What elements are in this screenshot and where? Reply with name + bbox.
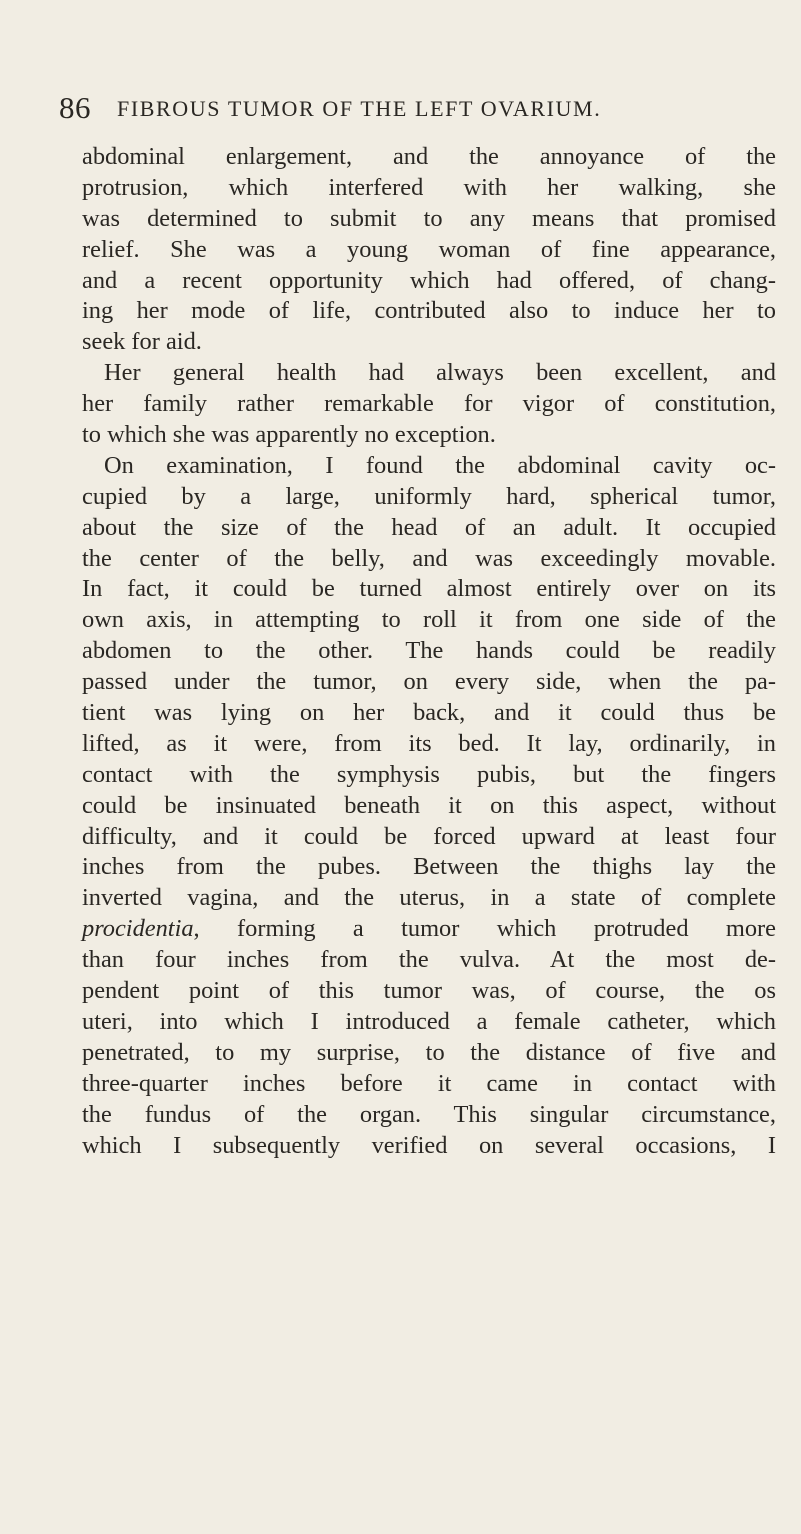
text-line: the center of the belly, and was exceedingly movable. xyxy=(82,544,776,572)
text-line: inches from the pubes. Between the thighs lay the xyxy=(82,853,776,881)
text-line: inverted vagina, and the uterus, in a state of complete xyxy=(82,884,776,912)
text-line: pendent point of this tumor was, of course, the os xyxy=(82,977,776,1005)
text-line: lifted, as it were, from its bed. It lay, ordinarily, in xyxy=(82,729,776,757)
text-line: about the size of the head of an adult. It occupied xyxy=(82,513,776,541)
text-line: the fundus of the organ. This singular circumstance, xyxy=(82,1100,776,1128)
text-line: In fact, it could be turned almost entirely over on its xyxy=(82,575,776,603)
text-line: own axis, in attempting to roll it from one side of the xyxy=(82,606,776,634)
text-line-rest: , forming a tumor which protruded more xyxy=(193,915,776,943)
text-line: contact with the symphysis pubis, but the fingers xyxy=(82,760,776,788)
text-line: abdomen to the other. The hands could be readily xyxy=(82,637,776,665)
text-line: three-quarter inches before it came in contact with xyxy=(82,1069,776,1097)
text-line: Her general health had always been excellent, and xyxy=(104,359,776,387)
text-line: to which she was apparently no exception. xyxy=(82,421,496,449)
text-line: uteri, into which I introduced a female catheter, which xyxy=(82,1007,776,1035)
running-title: FIBROUS TUMOR OF THE LEFT OVARIUM. xyxy=(117,96,602,121)
text-line: her family rather remarkable for vigor of constitution, xyxy=(82,390,776,418)
running-head xyxy=(59,90,759,130)
text-line: relief. She was a young woman of fine appearance, xyxy=(82,235,776,263)
text-line: was determined to submit to any means that promised xyxy=(82,204,776,232)
text-line: seek for aid. xyxy=(82,328,202,356)
text-line: passed under the tumor, on every side, when the pa- xyxy=(82,668,776,696)
text-line: which I subsequently verified on several occasions, I xyxy=(82,1131,776,1159)
text-line: tient was lying on her back, and it could thus be xyxy=(82,699,776,727)
text-line: cupied by a large, uniformly hard, spherical tumor, xyxy=(82,482,776,510)
text-line: protrusion, which interfered with her walking, she xyxy=(82,173,776,201)
text-line: penetrated, to my surprise, to the distance of five and xyxy=(82,1038,776,1066)
text-line xyxy=(82,914,776,945)
text-line: abdominal enlargement, and the annoyance of the xyxy=(82,143,776,170)
body-text xyxy=(82,142,776,1161)
text-line: On examination, I found the abdominal cavity oc- xyxy=(104,451,776,479)
page-number: 86 xyxy=(59,90,91,125)
italic-term: procidentia xyxy=(82,915,194,943)
text-line: could be insinuated beneath it on this aspect, without xyxy=(82,791,776,819)
text-line: ing her mode of life, contributed also to induce her to xyxy=(82,297,776,325)
text-line: than four inches from the vulva. At the most de- xyxy=(82,946,776,974)
text-line: and a recent opportunity which had offered, of chang- xyxy=(82,266,776,294)
text-line: difficulty, and it could be forced upward at least four xyxy=(82,822,776,850)
